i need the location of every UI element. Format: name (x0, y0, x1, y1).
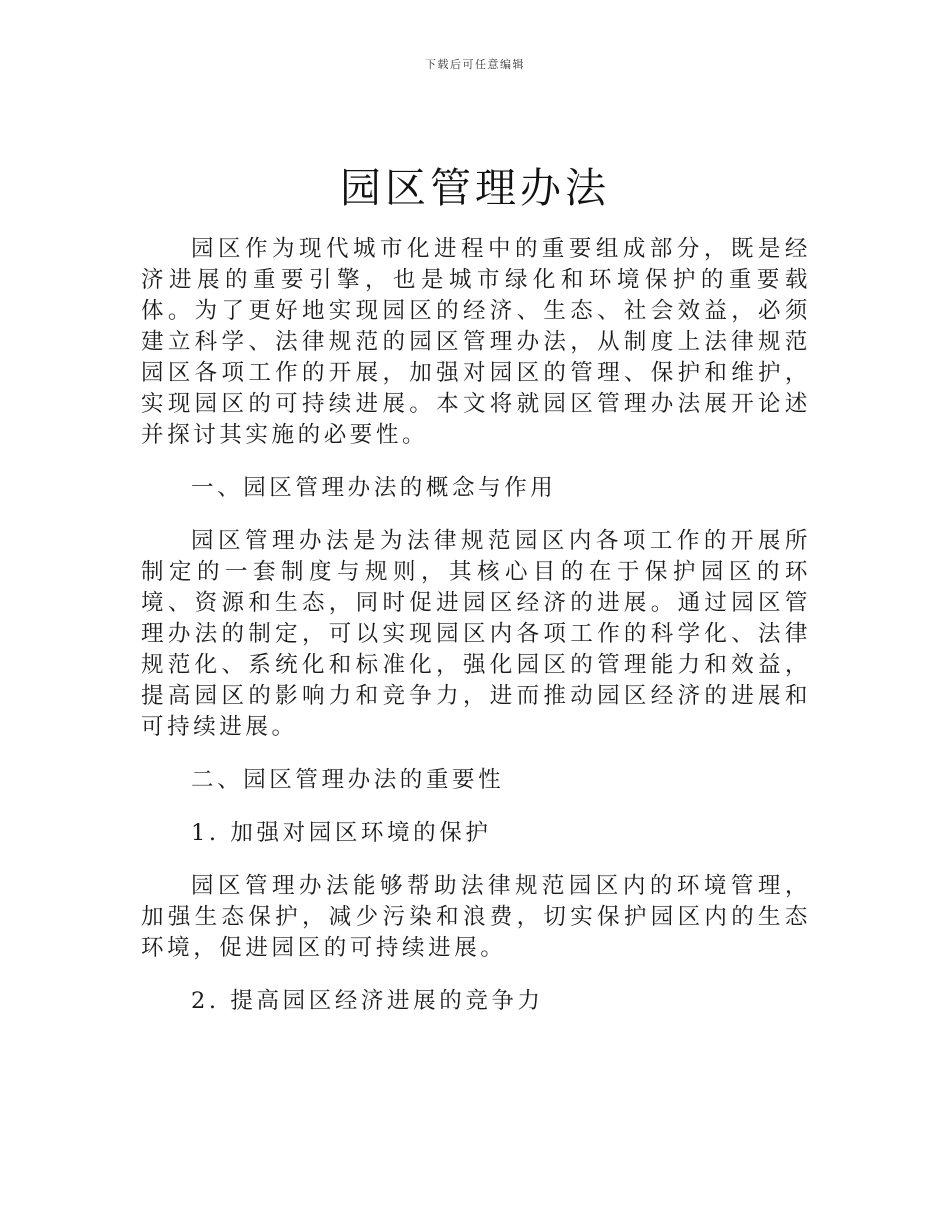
document-body (141, 234, 811, 1039)
item-2-heading: 2. 提高园区经济进展的竞争力 (191, 988, 544, 1014)
item-1-heading: 1. 加强对园区环境的保护 (191, 820, 492, 846)
item-1-paragraph: 园区管理办法能够帮助法律规范园区内的环境管理，加强生态保护，减少污染和浪费，切实保护园区内的生态环境，促进园区的可持续进展。 (141, 873, 811, 961)
section-1-heading: 一、园区管理办法的概念与作用 (191, 475, 557, 501)
section-2-heading: 二、园区管理办法的重要性 (191, 767, 505, 793)
section-1-paragraph: 园区管理办法是为法律规范园区内各项工作的开展所制定的一套制度与规则，其核心目的在于保护园区的环境、资源和生态，同时促进园区经济的进展。通过园区管理办法的制定，可以实现园区内各项工作的科学化、法律规范化、系统化和标准化，强化园区的管理能力和效益，提高园区的影响力和竞争力，进而推动园区经济的进展和可持续进展。 (141, 528, 811, 740)
header-note: 下载后可任意编辑 (425, 58, 525, 71)
intro-paragraph: 园区作为现代城市化进程中的重要组成部分，既是经济进展的重要引擎，也是城市绿化和环境保护的重要载体。为了更好地实现园区的经济、生态、社会效益，必须建立科学、法律规范的园区管理办法，从制度上法律规范园区各项工作的开展，加强对园区的管理、保护和维护，实现园区的可持续进展。本文将就园区管理办法展开论述并探讨其实施的必要性。 (141, 236, 811, 448)
document-title: 园区管理办法 (340, 164, 610, 212)
